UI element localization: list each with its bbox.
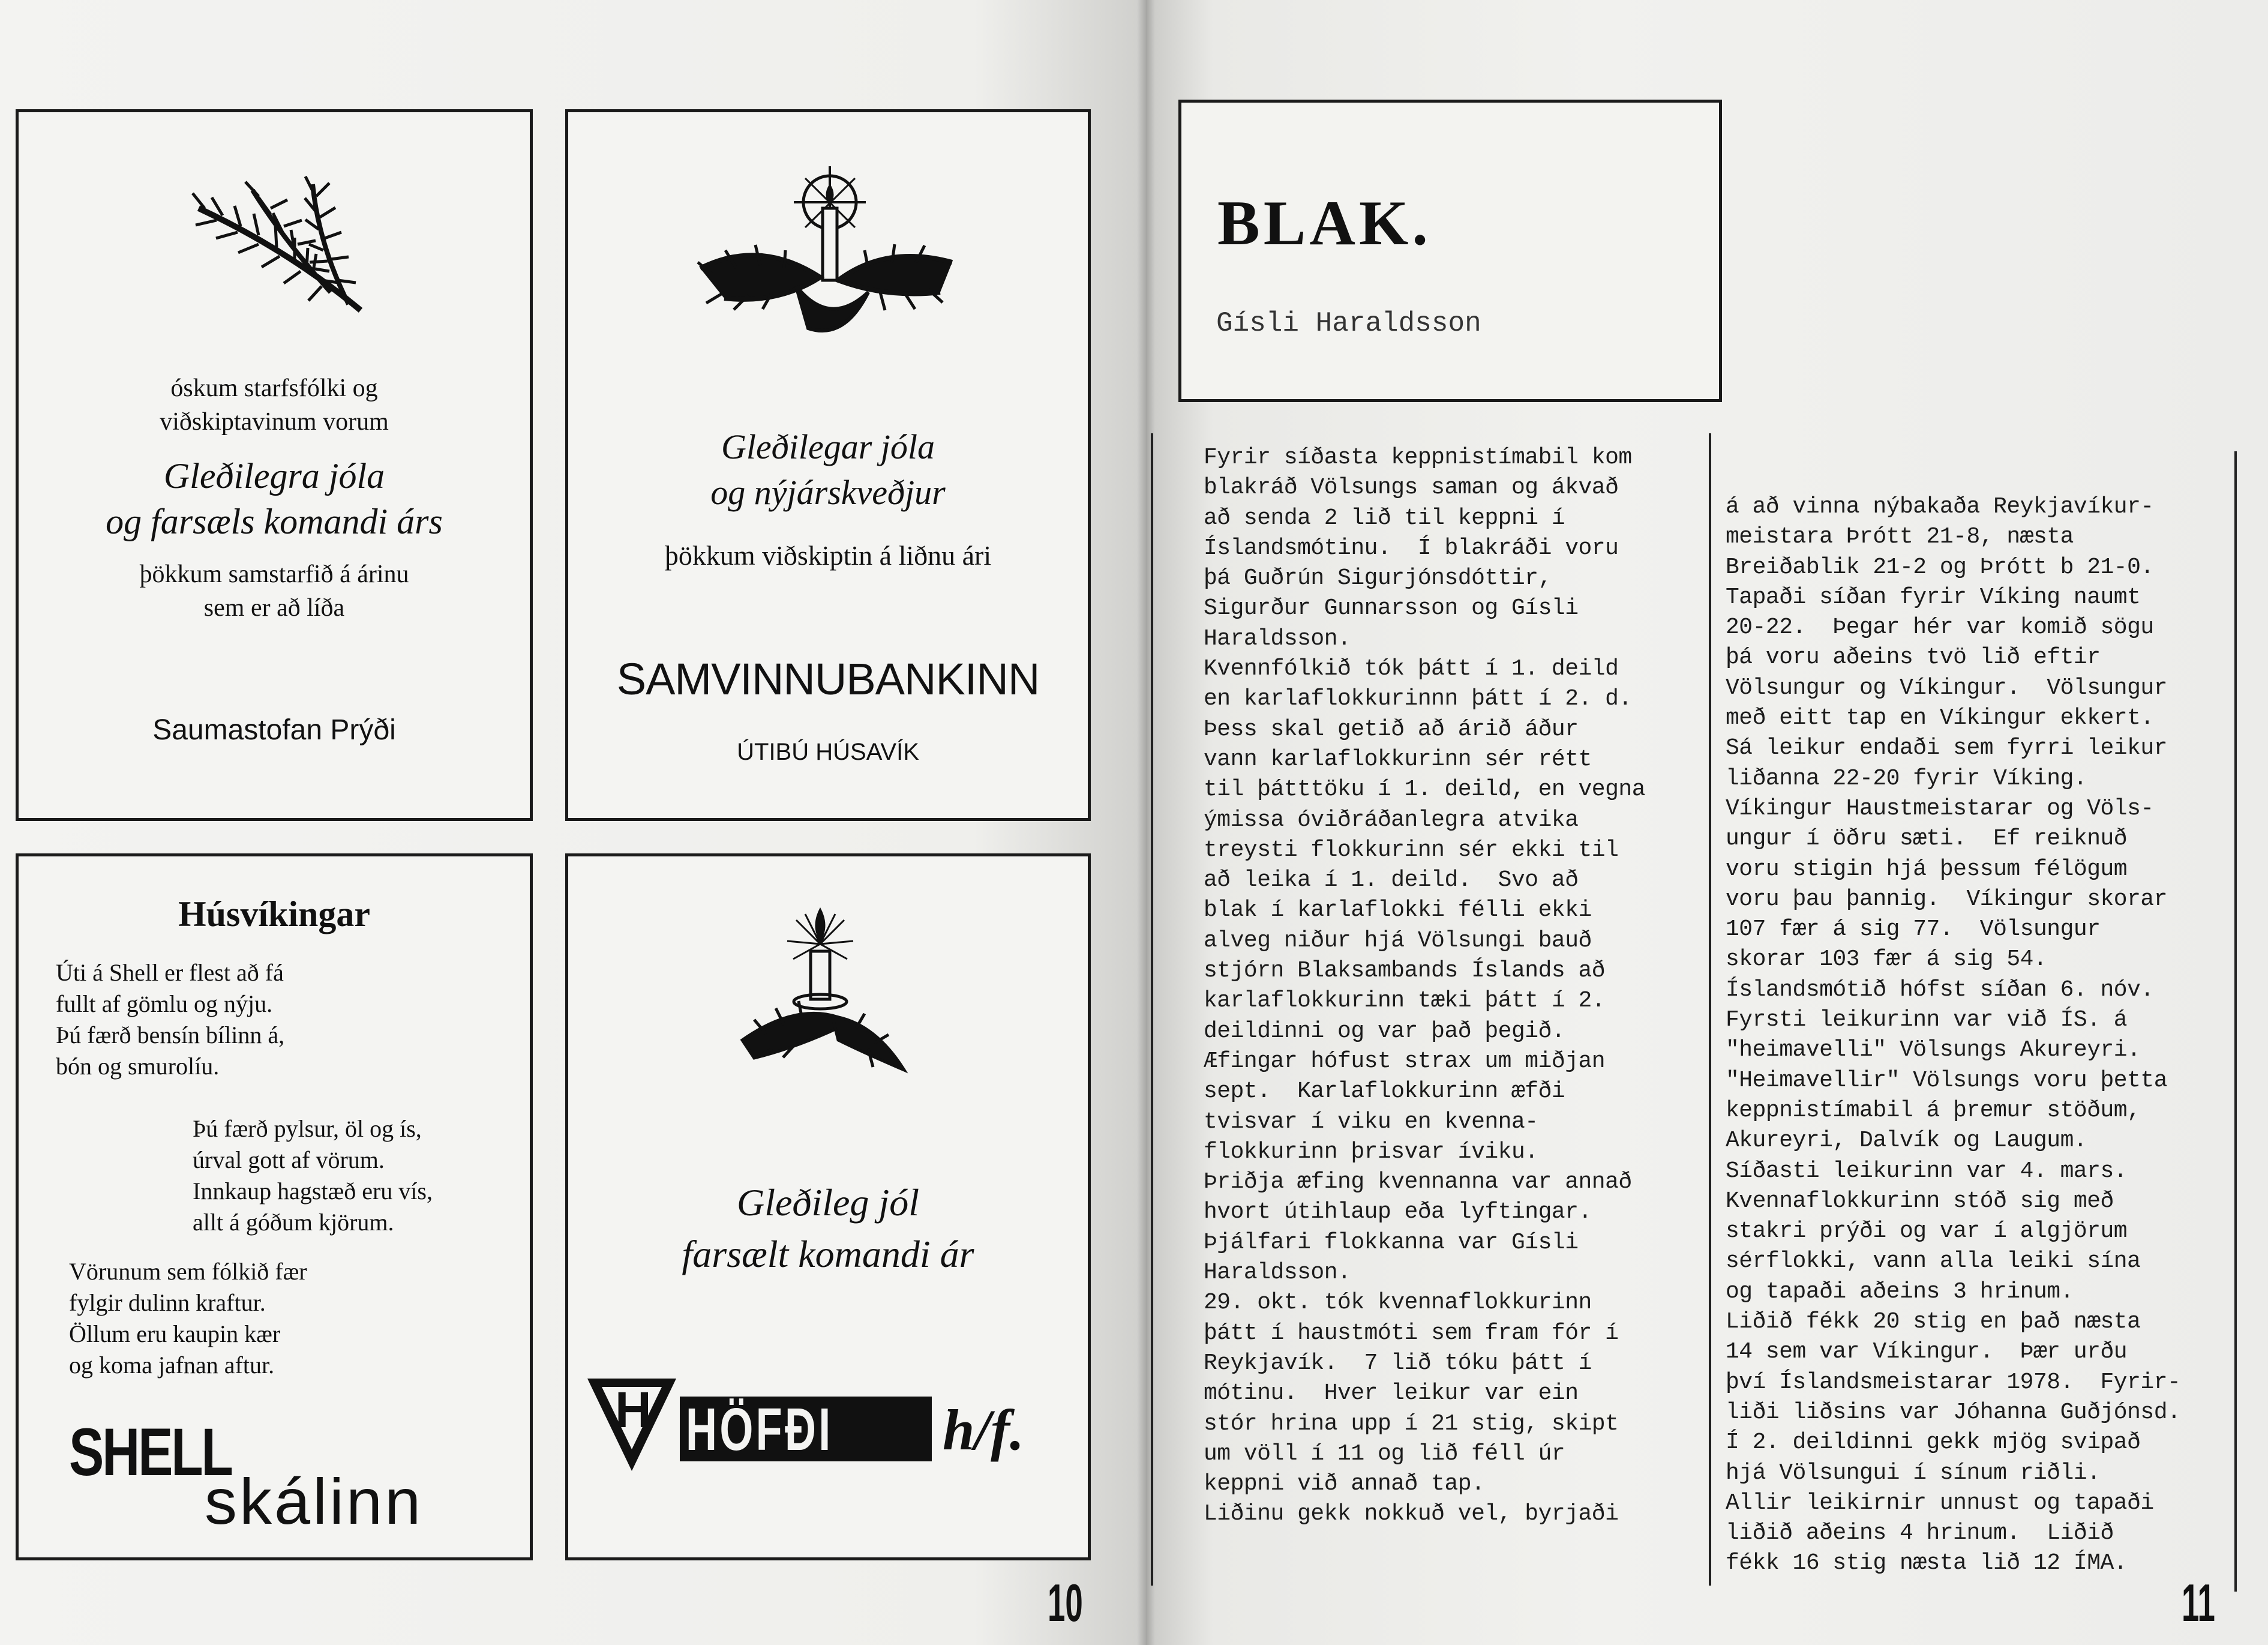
article-line: keppnistímabil á þremur stöðum, <box>1726 1097 2141 1123</box>
article-line: meistara Þrótt 21-8, næsta <box>1726 524 2074 550</box>
article-line: Þriðja æfing kvennanna var annað <box>1204 1169 1632 1195</box>
article-line: ungur í öðru sæti. Ef reiknuð <box>1726 826 2128 852</box>
article-line: ýmissa óviðráðanlegra atvika <box>1204 807 1579 833</box>
article-line: fékk 16 stig næsta lið 12 ÍMA. <box>1726 1550 2128 1577</box>
company-name: Saumastofan Prýði <box>152 714 396 746</box>
ad-greeting: og farsæls komandi árs <box>106 502 443 541</box>
ad-greeting: Gleðilegra jóla <box>163 456 385 496</box>
article-line: Þess skal getið að árið áður <box>1204 716 1579 742</box>
pine-branch-icon <box>181 172 397 328</box>
logo-letter: H <box>615 1382 652 1438</box>
article-line: Í 2. deildinni gekk mjög svipað <box>1726 1430 2141 1456</box>
article-line: keppni við annað tap. <box>1204 1471 1485 1497</box>
article-line: mótinu. Hver leikur var ein <box>1204 1380 1579 1407</box>
ad-hofdi <box>565 853 1091 1560</box>
article-line: Íslandsmótinu. Í blakráði voru <box>1204 535 1619 561</box>
verse-line: og koma jafnan aftur. <box>69 1352 275 1379</box>
verse-line: Þú færð pylsur, öl og ís, <box>193 1115 422 1142</box>
ad-greeting: Gleðilegar jóla <box>721 427 935 466</box>
article-line: Tapaði síðan fyrir Víking naumt <box>1726 584 2141 610</box>
article-line: vann karlaflokkurinn sér rétt <box>1204 746 1592 772</box>
column-rule <box>2234 451 2237 1592</box>
article-line: 107 fær á sig 77. Völsungur <box>1726 916 2101 943</box>
article-line: hvort útihlaup eða lyftingar. <box>1204 1199 1592 1225</box>
column-rule <box>1151 433 1153 1586</box>
article-line: liðanna 22-20 fyrir Víking. <box>1726 765 2087 792</box>
article-line: treysti flokkurinn sér ekki til <box>1204 837 1619 863</box>
ad-saumastofan <box>16 109 533 821</box>
candle-icon <box>730 896 910 1076</box>
article-line: sept. Karlaflokkurinn æfði <box>1204 1078 1565 1105</box>
article-line: að senda 2 lið til keppni í <box>1204 505 1565 531</box>
page-number: 11 <box>2182 1573 2215 1632</box>
article-line: Víkingur Haustmeistarar og Völs- <box>1726 795 2154 822</box>
article-line: deildinni og var það þegið. <box>1204 1018 1565 1044</box>
ad-line: óskum starfsfólki og <box>170 374 378 402</box>
article-author: Gísli Haraldsson <box>1216 308 1481 339</box>
article-line: Fyrsti leikurinn var við ÍS. á <box>1726 1007 2128 1033</box>
ad-line: viðskiptavinum vorum <box>160 408 389 436</box>
article-line: 14 sem var Víkingur. Þær urðu <box>1726 1339 2128 1365</box>
article-line: Völsungur og Víkingur. Völsungur <box>1726 675 2168 701</box>
verse-line: Öllum eru kaupin kær <box>69 1320 281 1347</box>
article-line: flokkurinn þrisvar íviku. <box>1204 1138 1538 1165</box>
article-line: Liðinu gekk nokkuð vel, byrjaði <box>1204 1501 1619 1527</box>
article-line: Haraldsson. <box>1204 1260 1351 1286</box>
ad-thanks: þökkum samstarfið á árinu <box>139 561 409 588</box>
article-line: Fyrir síðasta keppnistímabil kom <box>1204 445 1632 471</box>
title-box <box>1178 100 1722 402</box>
article-line: og tapaði aðeins 3 hrinum. <box>1726 1278 2074 1305</box>
logo-suffix: h/f. <box>943 1398 1025 1462</box>
verse-line: allt á góðum kjörum. <box>193 1209 394 1236</box>
article-line: alveg niður hjá Völsungi bauð <box>1204 927 1592 954</box>
article-line: "heimavelli" Völsungs Akureyri. <box>1726 1037 2141 1063</box>
article-line: karlaflokkurinn tæki þátt í 2. <box>1204 988 1606 1014</box>
article-line: stór hrina upp í 21 stig, skipt <box>1204 1410 1619 1437</box>
ad-thanks: þökkum viðskiptin á liðnu ári <box>664 540 992 571</box>
article-line: Síðasti leikurinn var 4. mars. <box>1726 1158 2128 1184</box>
article-line: Kvennfólkið tók þátt í 1. deild <box>1204 656 1619 682</box>
article-line: sérflokki, vann alla leiki sína <box>1726 1248 2141 1275</box>
article-line: Sá leikur endaði sem fyrri leikur <box>1726 735 2168 762</box>
hofdi-logo <box>584 1373 1028 1475</box>
bank-name: SAMVINNUBANKINN <box>616 654 1040 704</box>
ad-greeting: farsælt komandi ár <box>682 1233 974 1275</box>
article-line: Haraldsson. <box>1204 625 1351 652</box>
article-line: Akureyri, Dalvík og Laugum. <box>1726 1128 2087 1154</box>
article-line: þá voru aðeins tvö lið eftir <box>1726 645 2101 671</box>
article-line: 29. okt. tók kvennaflokkurinn <box>1204 1290 1592 1316</box>
article-line: 20-22. Þegar hér var komið sögu <box>1726 615 2154 641</box>
verse-line: Vörunum sem fólkið fær <box>69 1258 307 1285</box>
bank-branch: ÚTIBÚ HÚSAVÍK <box>737 739 919 765</box>
article-line: að leika í 1. deild. Svo að <box>1204 867 1579 894</box>
article-line: voru þau þannig. Víkingur skorar <box>1726 886 2168 912</box>
article-line: um völl í 11 og lið féll úr <box>1204 1440 1565 1467</box>
verse-line: bón og smurolíu. <box>56 1053 220 1080</box>
article-line: Æfingar hófust strax um miðjan <box>1204 1048 1606 1074</box>
article-line: blak í karlaflokki félli ekki <box>1204 897 1592 924</box>
article-line: voru stigin hjá þessum félögum <box>1726 856 2128 882</box>
page-number: 10 <box>1048 1573 1083 1632</box>
skalinn-logo: skálinn <box>205 1465 424 1538</box>
article-line: Sigurður Gunnarsson og Gísli <box>1204 595 1579 622</box>
article-line: liðið aðeins 4 hrinum. Liðið <box>1726 1520 2114 1547</box>
article-line: Allir leikirnir unnust og tapaði <box>1726 1490 2154 1516</box>
article-line: liði liðsins var Jóhanna Guðjónsd. <box>1726 1399 2181 1425</box>
article-line: Reykjavík. 7 lið tóku þátt í <box>1204 1350 1592 1376</box>
article-title: BLAK. <box>1217 188 1432 258</box>
article-line: tvisvar í viku en kvenna- <box>1204 1108 1538 1135</box>
column-rule <box>1709 433 1711 1586</box>
article-line: þá Guðrún Sigurjónsdóttir, <box>1204 565 1552 592</box>
article-line: Kvennaflokkurinn stóð sig með <box>1726 1188 2114 1214</box>
article-column-2 <box>1726 492 2180 1579</box>
candle-branch-icon <box>688 148 964 364</box>
ad-greeting: Gleðileg jól <box>737 1181 919 1224</box>
article-line: skorar 103 fær á sig 54. <box>1726 946 2047 973</box>
ad-samvinnubankinn <box>565 109 1091 821</box>
ad-shell <box>16 853 533 1560</box>
ad-greeting: og nýjárskveðjur <box>710 473 946 512</box>
shell-logo: SHELL <box>69 1415 232 1490</box>
article-line: Þjálfari flokkanna var Gísli <box>1204 1229 1579 1256</box>
article-line: blakráð Völsungs saman og ákvað <box>1204 475 1619 501</box>
article-line: með eitt tap en Víkingur ekkert. <box>1726 705 2154 732</box>
article-line: stjórn Blaksambands Íslands að <box>1204 958 1606 984</box>
article-line: Liðið fékk 20 stig en það næsta <box>1726 1309 2141 1335</box>
article-line: stakri prýði og var í algjörum <box>1726 1218 2128 1245</box>
logo-name: HÖFÐI <box>686 1396 833 1463</box>
article-line: á að vinna nýbakaða Reykjavíkur- <box>1726 494 2154 520</box>
verse-line: fylgir dulinn kraftur. <box>69 1289 266 1316</box>
verse-line: Innkaup hagstæð eru vís, <box>193 1177 433 1204</box>
article-line: hjá Völsungui í sínum riðli. <box>1726 1460 2101 1486</box>
article-line: Íslandsmótið hófst síðan 6. nóv. <box>1726 976 2154 1003</box>
article-line: þátt í haustmóti sem fram fór í <box>1204 1320 1619 1346</box>
ad-thanks: sem er að líða <box>203 594 345 622</box>
ad-title: Húsvíkingar <box>178 894 371 934</box>
verse-line: fullt af gömlu og nýju. <box>56 990 273 1017</box>
verse-line: Þú færð bensín bílinn á, <box>56 1021 285 1048</box>
article-line: Breiðablik 21-2 og Þrótt b 21-0. <box>1726 554 2154 580</box>
article-line: til þátttöku í 1. deild, en vegna <box>1204 777 1646 803</box>
verse-line: Úti á Shell er flest að fá <box>56 959 284 986</box>
article-column-1 <box>1204 443 1645 1530</box>
verse-line: úrval gott af vörum. <box>193 1146 385 1173</box>
article-line: en karlaflokkurinnn þátt í 2. d. <box>1204 686 1632 712</box>
article-line: því Íslandsmeistarar 1978. Fyrir- <box>1726 1369 2181 1395</box>
article-line: "Heimavellir" Völsungs voru þetta <box>1726 1067 2168 1093</box>
